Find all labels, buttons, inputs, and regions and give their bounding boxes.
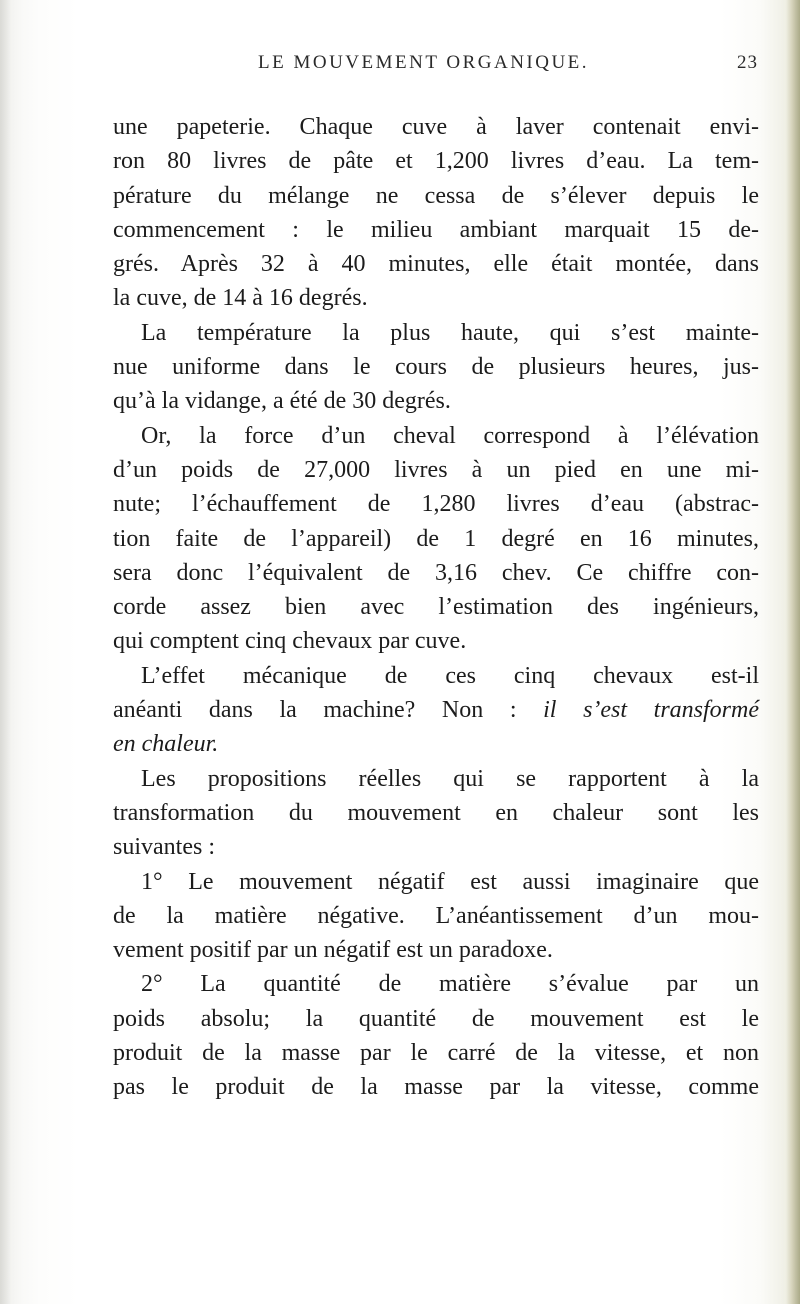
- text-line: Les propositions réelles qui se rapportent à la: [141, 765, 759, 792]
- text-line: ron 80 livres de pâte et 1,200 livres d’eau. La tem-: [113, 148, 759, 175]
- text-line: en chaleur.: [113, 731, 219, 758]
- text-line: corde assez bien avec l’estimation des ingénieurs,: [113, 594, 759, 621]
- text-line: transformation du mouvement en chaleur sont les: [113, 799, 759, 826]
- text-line: L’effet mécanique de ces cinq chevaux est-il: [141, 662, 759, 689]
- page-edge-stain: [786, 0, 800, 1304]
- text-line: qu’à la vidange, a été de 30 degrés.: [113, 388, 451, 415]
- text-line: nue uniforme dans le cours de plusieurs heures, jus-: [113, 354, 759, 381]
- text-line: sera donc l’équivalent de 3,16 chev. Ce chiffre con-: [113, 559, 759, 586]
- text-line: tion faite de l’appareil) de 1 degré en 16 minutes,: [113, 525, 759, 552]
- text-line: vement positif par un négatif est un paradoxe.: [113, 937, 553, 964]
- body-text: [113, 110, 759, 1105]
- text-line: pas le produit de la masse par la vitesse, comme: [113, 1074, 759, 1101]
- text-segment: anéanti dans la machine? Non :: [113, 697, 517, 724]
- text-line: pérature du mélange ne cessa de s’élever depuis le: [113, 182, 759, 209]
- text-line: 1° Le mouvement négatif est aussi imaginaire que: [141, 868, 759, 895]
- text-line: La température la plus haute, qui s’est mainte-: [141, 319, 759, 346]
- page-header: [258, 52, 758, 76]
- page-number: 23: [737, 52, 758, 73]
- text-line: Or, la force d’un cheval correspond à l’élévation: [141, 422, 759, 449]
- running-title: LE MOUVEMENT ORGANIQUE.: [258, 52, 590, 73]
- text-line: de la matière négative. L’anéantissement d’un mou-: [113, 902, 759, 929]
- text-line: commencement : le milieu ambiant marquait 15 de-: [113, 216, 759, 243]
- text-line: suivantes :: [113, 834, 215, 861]
- text-line: nute; l’échauffement de 1,280 livres d’eau (abstrac-: [113, 491, 759, 518]
- text-line: produit de la masse par le carré de la vitesse, et non: [113, 1040, 759, 1067]
- text-line: poids absolu; la quantité de mouvement est le: [113, 1005, 759, 1032]
- italic-phrase: il s’est transformé: [543, 697, 759, 724]
- text-line: d’un poids de 27,000 livres à un pied en une mi-: [113, 456, 759, 483]
- text-line: 2° La quantité de matière s’évalue par un: [141, 971, 759, 998]
- text-line: la cuve, de 14 à 16 degrés.: [113, 285, 368, 312]
- text-line: qui comptent cinq chevaux par cuve.: [113, 628, 467, 655]
- text-line-with-italic: [113, 693, 759, 727]
- text-line: grés. Après 32 à 40 minutes, elle était montée, dans: [113, 251, 759, 278]
- text-line: une papeterie. Chaque cuve à laver contenait envi-: [113, 114, 759, 140]
- page-gutter-shadow: [0, 0, 22, 1304]
